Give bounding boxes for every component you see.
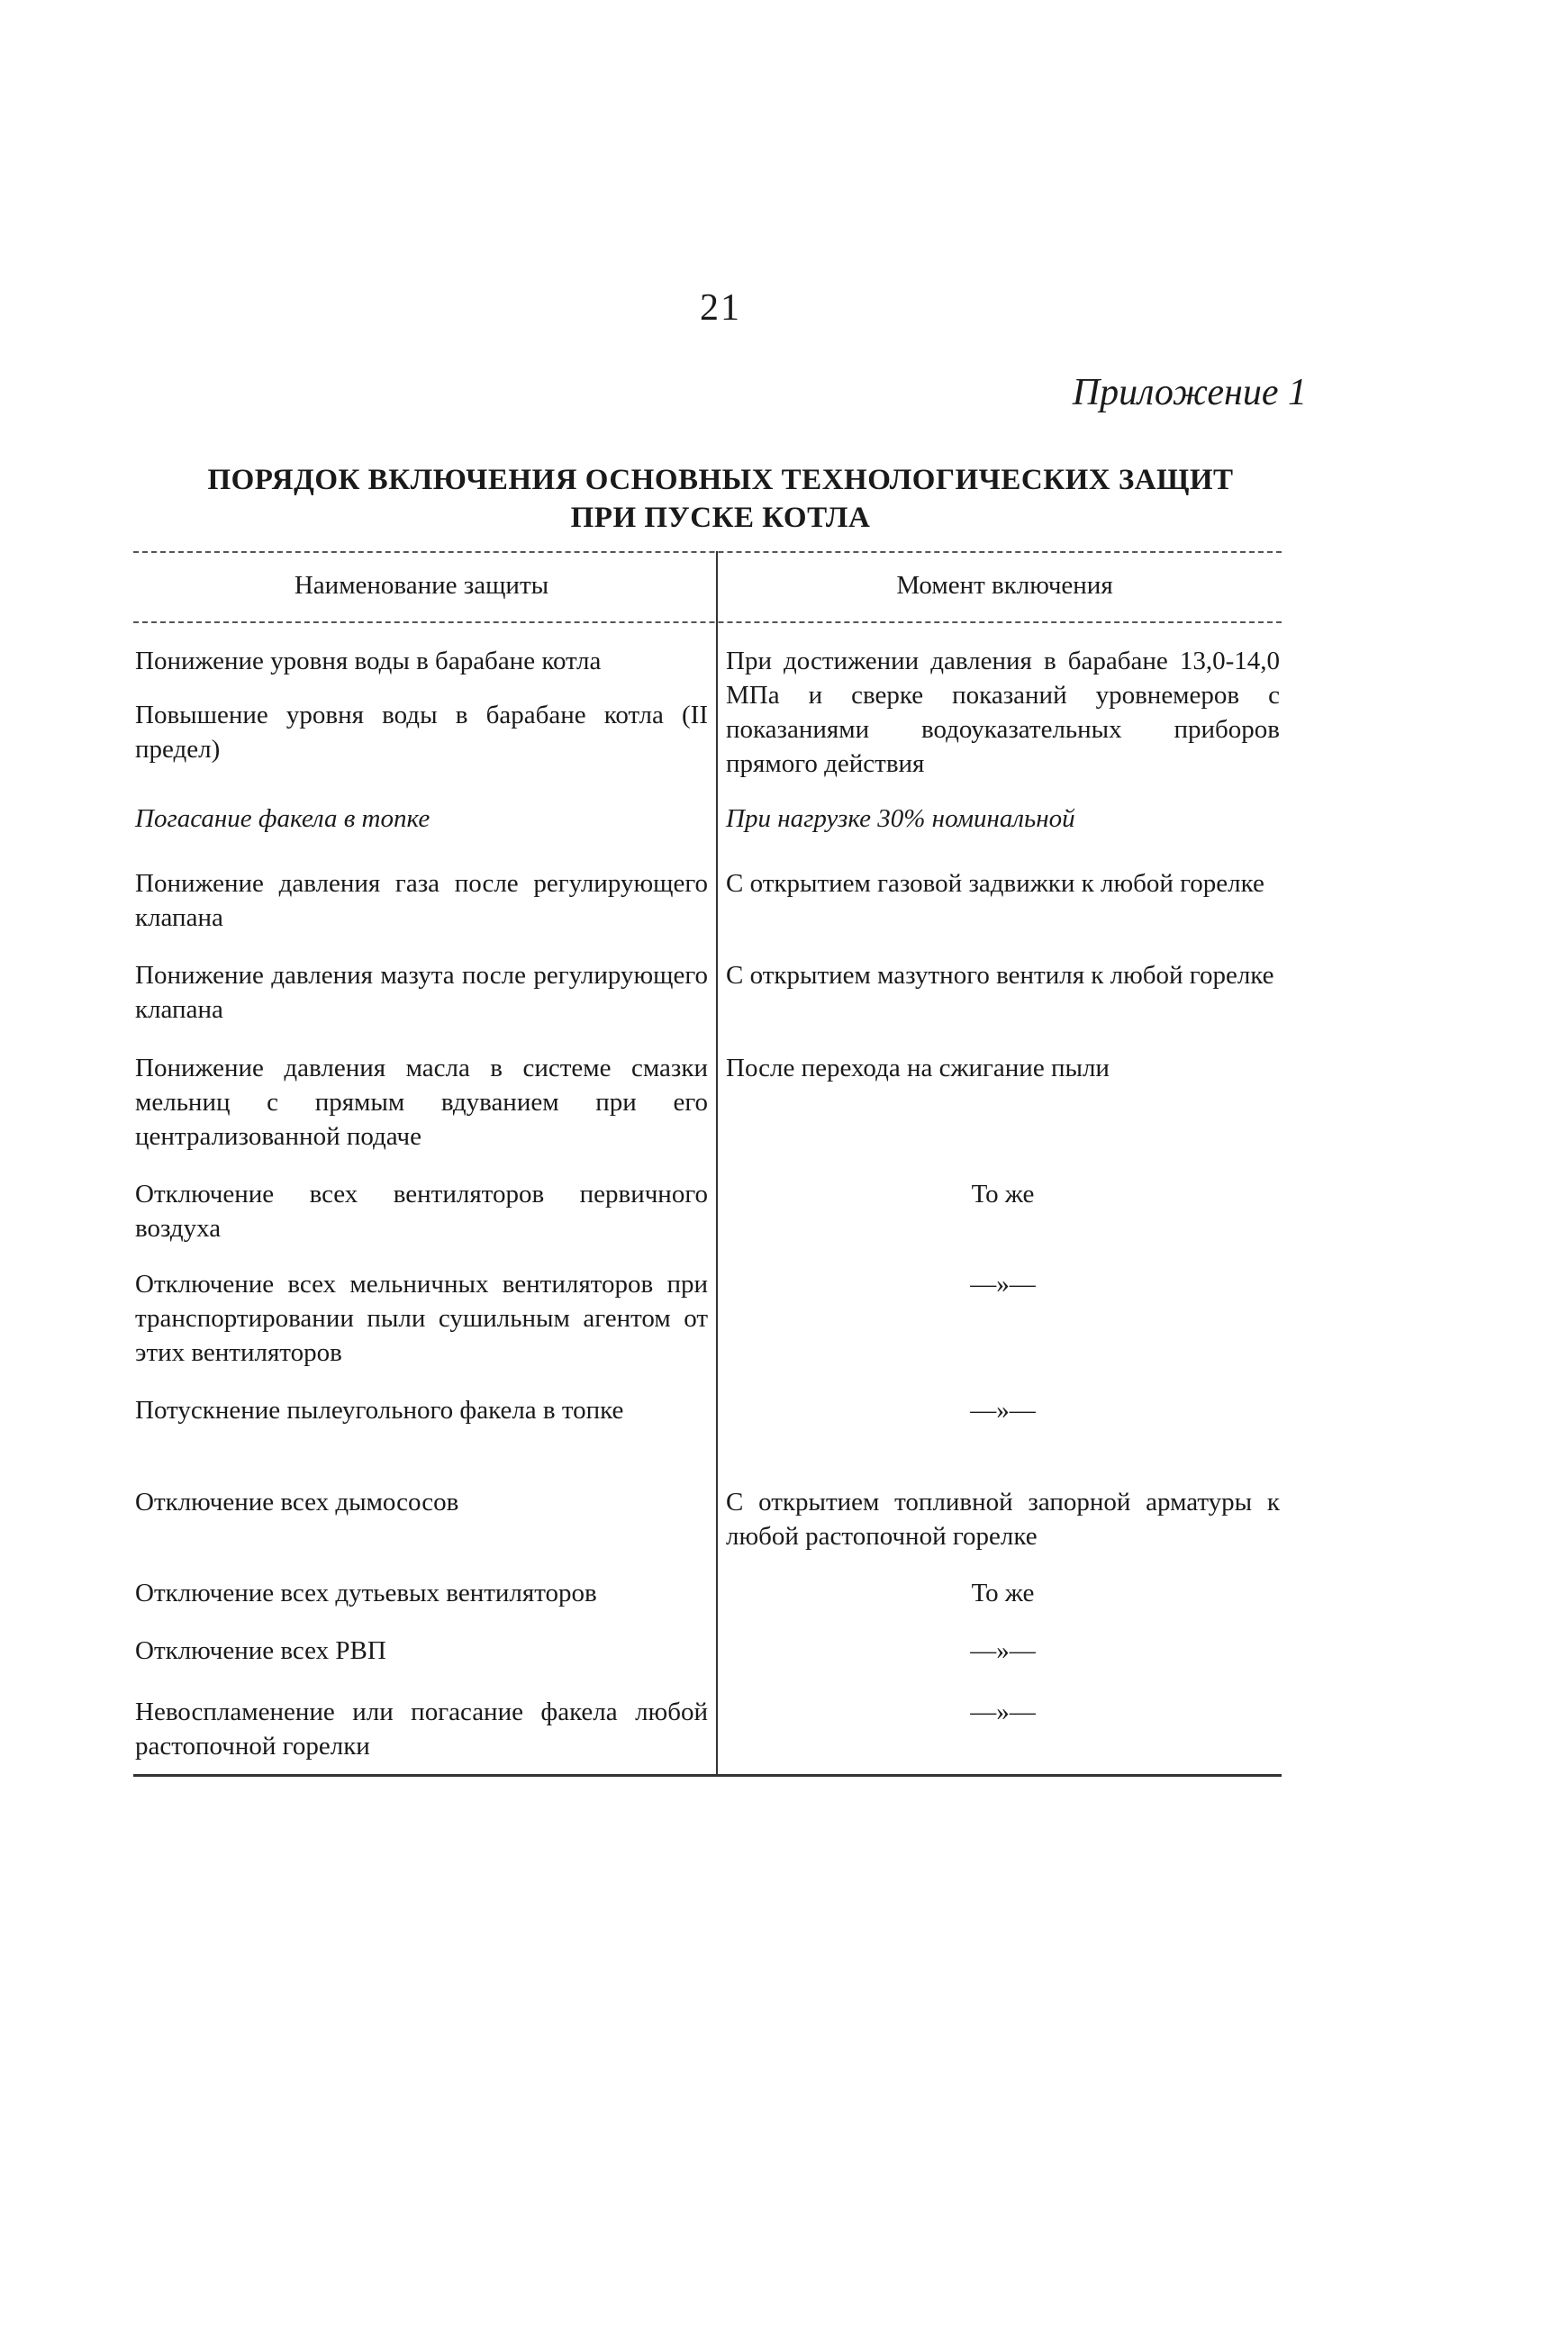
document-title	[135, 461, 1306, 537]
header-bottom-rule	[133, 621, 1282, 623]
row-3-name: Погасание факела в топке	[135, 804, 431, 833]
row-9-moment: —»—	[970, 1396, 1036, 1425]
column-divider	[716, 551, 718, 1776]
table-bottom-rule	[133, 1774, 1282, 1777]
row-2-name: Повышение уровня воды в барабане котла (II предел)	[135, 701, 708, 764]
row-7-moment: То же	[971, 1180, 1035, 1209]
row-13-name: Невоспламенение или погасание факела любой растопочной горелки	[135, 1698, 708, 1761]
row-11-moment: То же	[971, 1579, 1035, 1607]
row-1-name: Понижение уровня воды в барабане котла	[135, 647, 602, 675]
row-5-moment: С открытием мазутного вентиля к любой горелке	[726, 961, 1274, 990]
row-12-name: Отключение всех РВП	[135, 1636, 386, 1665]
row-4-name: Понижение давления газа после регулирующего клапана	[135, 869, 708, 932]
title-line-1: ПОРЯДОК ВКЛЮЧЕНИЯ ОСНОВНЫХ ТЕХНОЛОГИЧЕСКИХ ЗАЩИТ	[207, 464, 1234, 496]
title-line-2: ПРИ ПУСКЕ КОТЛА	[570, 502, 871, 534]
row-11-name: Отключение всех дутьевых вентиляторов	[135, 1579, 597, 1607]
row-13-moment: —»—	[970, 1698, 1036, 1726]
header-protection-name: Наименование защиты	[294, 571, 549, 600]
row-1-moment: При достижении давления в барабане 13,0-14,0 МПа и сверке показаний уровнемеров с показаниями водоуказательных приборов прямого действия	[726, 647, 1280, 778]
row-12-moment: —»—	[970, 1636, 1036, 1665]
row-9-name: Потускнение пылеугольного факела в топке	[135, 1396, 624, 1425]
appendix-label: Приложение 1	[1072, 372, 1307, 413]
table-top-rule	[133, 551, 1282, 553]
row-6-moment: После перехода на сжигание пыли	[726, 1054, 1110, 1082]
header-activation-moment: Момент включения	[896, 571, 1113, 600]
row-7-name: Отключение всех вентиляторов первичного воздуха	[135, 1180, 708, 1243]
row-5-name: Понижение давления мазута после регулирующего клапана	[135, 961, 708, 1024]
page-number: 21	[700, 287, 741, 329]
row-8-moment: —»—	[970, 1270, 1036, 1299]
row-6-name: Понижение давления масла в системе смазки мельниц с прямым вдуванием при его централизованной подаче	[135, 1054, 708, 1151]
row-10-moment: С открытием топливной запорной арматуры к любой растопочной горелке	[726, 1488, 1280, 1551]
row-3-moment: При нагрузке 30% номинальной	[726, 804, 1075, 833]
row-4-moment: С открытием газовой задвижки к любой горелке	[726, 869, 1264, 898]
row-10-name: Отключение всех дымососов	[135, 1488, 459, 1517]
row-8-name: Отключение всех мельничных вентиляторов при транспортировании пыли сушильным агентом от этих вентиляторов	[135, 1270, 708, 1367]
